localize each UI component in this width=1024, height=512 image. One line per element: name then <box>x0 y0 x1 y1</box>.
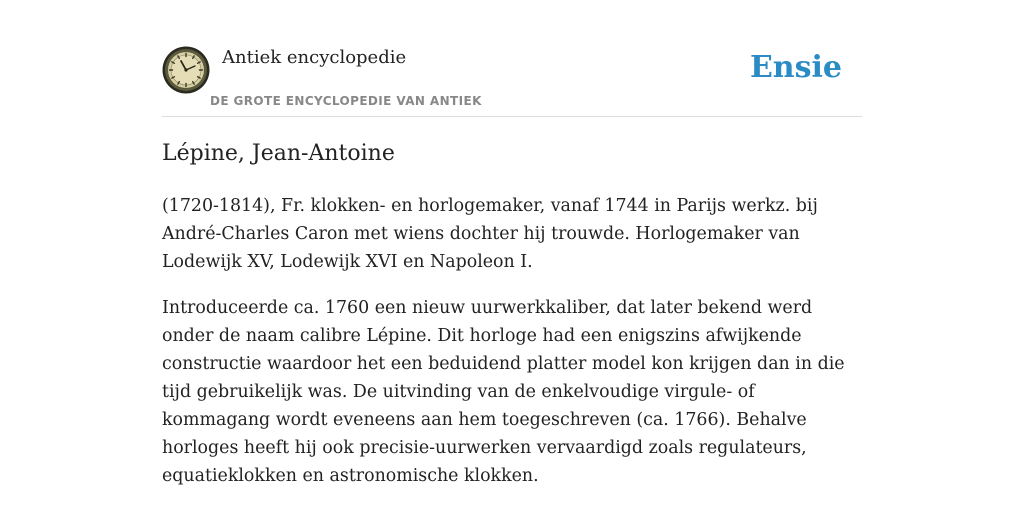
article-title: Lépine, Jean-Antoine <box>162 141 395 166</box>
site-subtitle: DE GROTE ENCYCLOPEDIE VAN ANTIEK <box>210 94 482 108</box>
ensie-logo-link[interactable]: Ensie <box>749 50 842 85</box>
site-header <box>162 44 862 117</box>
article-paragraph: (1720-1814), Fr. klokken- en horlogemaker, vanaf 1744 in Parijs werkz. bij André-Charles Caron met wiens dochter hij trouwde. Horlogemaker van Lodewijk XV, Lodewijk XVI en Napoleon I. <box>162 196 818 272</box>
clock-icon[interactable] <box>162 46 210 94</box>
article-paragraph: Introduceerde ca. 1760 een nieuw uurwerkkaliber, dat later bekend werd onder de naam calibre Lépine. Dit horloge had een enigszins afwijkende constructie waardoor het een beduidend platter model kon krijgen dan in die tijd gebruikelijk was. De uitvinding van de enkelvoudige virgule- of kommagang wordt eveneens aan hem toegeschreven (ca. 1766). Behalve horloges heeft hij ook precisie-uurwerken vervaardigd zoals regulateurs, equatieklokken en astronomische klokken. <box>162 298 845 486</box>
article-body <box>162 192 866 508</box>
site-title[interactable]: Antiek encyclopedie <box>222 47 407 68</box>
